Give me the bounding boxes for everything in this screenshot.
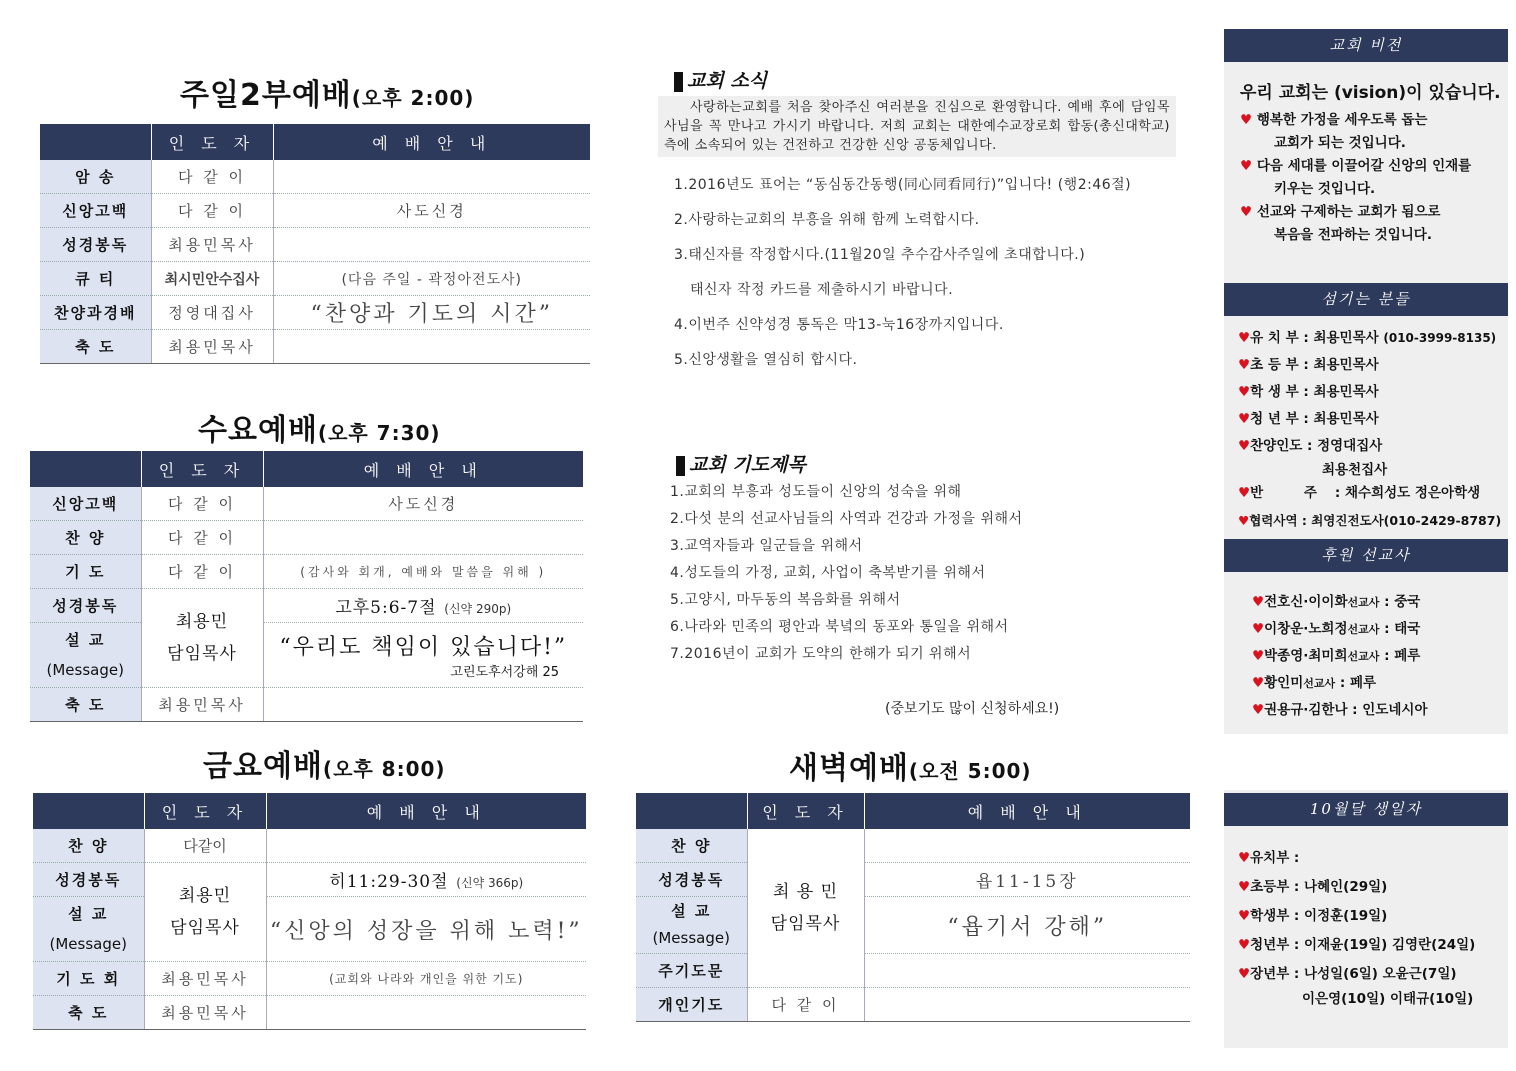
list-item: 4.이번주 신약성경 통독은 막13-눅16장까지입니다. (674, 317, 1004, 333)
table-row (30, 521, 583, 555)
wednesday-table (30, 451, 583, 722)
row-leader: 다같이 (144, 829, 266, 863)
name: 최용민목사 (1313, 357, 1379, 373)
sermon-label: 설 교 (65, 631, 106, 649)
row-label (30, 623, 141, 688)
row-info: 사도신경 (273, 194, 590, 228)
table-row (30, 688, 583, 722)
servants-heading: 섬기는 분들 (1224, 283, 1508, 316)
heart-icon: ♥ (1252, 648, 1265, 664)
row-info: (감사와 회개, 예배와 말씀을 위해 ) (263, 555, 583, 589)
leader-title: 담임목사 (167, 644, 237, 664)
dawn-title-text: 새벽예배 (789, 751, 909, 786)
table-row (40, 228, 590, 262)
row-label (636, 897, 747, 954)
header-cell (33, 793, 144, 829)
row-info (263, 623, 583, 688)
list-item: 5.신앙생활을 열심히 합시다. (674, 352, 858, 368)
missionary-suffix: 선교사 (1347, 623, 1380, 636)
list-item (1238, 960, 1504, 989)
list-item (1240, 109, 1502, 132)
role: 찬양인도 (1250, 438, 1303, 454)
row-label: 축 도 (30, 688, 141, 722)
missionary-names: 박종영·최미희 (1264, 648, 1348, 664)
header-cell (30, 451, 141, 487)
row-leader: 최시민안수집사 (151, 262, 273, 296)
scripture-ref: 히11:29-30절 (329, 872, 449, 892)
list-item: 6.나라와 민족의 평안과 북녘의 동포와 통일을 위해서 (670, 619, 1009, 635)
friday-table (33, 793, 586, 1030)
row-label: 축 도 (40, 330, 151, 364)
row-label: 성경봉독 (636, 863, 747, 897)
table-row (40, 330, 590, 364)
news-intro: 사랑하는교회를 처음 찾아주신 여러분을 진심으로 환영합니다. 예배 후에 담임목사님을 꼭 만나고 가시기 바랍니다. 저희 교회는 대한예수교장로회 합동(총신대학교)측에 소속되어 있는 건전하고 건강한 신앙 공동체입니다. (658, 96, 1176, 157)
name: 최용민목사 (1313, 330, 1379, 346)
table-header (636, 793, 1190, 829)
heart-icon: ♥ (1252, 675, 1265, 691)
table-row (40, 262, 590, 296)
row-label: 찬 양 (33, 829, 144, 863)
vision-list (1240, 109, 1502, 247)
row-label: 큐 티 (40, 262, 151, 296)
list-item: 5.고양시, 마두동의 복음화를 위해서 (670, 592, 901, 608)
sermon-title: “욥기서 강해” (864, 897, 1190, 954)
prayer-list (670, 479, 1190, 668)
list-item: ♥협력사역 : 최영진전도사(010-2429-8787) (1238, 513, 1502, 528)
scripture-ref: 고후5:6-7절 (335, 598, 437, 618)
table-header (40, 124, 590, 160)
missionary-suffix: 선교사 (1347, 650, 1380, 663)
sermon-label: 설 교 (671, 902, 712, 920)
row-info (864, 954, 1190, 988)
message-label: (Message) (49, 935, 127, 953)
list-item: 7.2016년이 교회가 도약의 한해가 되기 위해서 (670, 646, 972, 662)
heart-icon: ♥ (1252, 594, 1265, 610)
vision-intro: 우리 교회는 (vision)이 있습니다. (1240, 83, 1501, 103)
row-label: 찬 양 (30, 521, 141, 555)
vision-heading: 교회 비전 (1224, 29, 1508, 62)
row-info (263, 688, 583, 722)
row-label (33, 897, 144, 962)
vision-line: 키우는 것입니다. (1274, 181, 1376, 197)
table-row (30, 589, 583, 623)
header-info: 예 배 안 내 (263, 451, 583, 487)
header-leader: 인 도 자 (141, 451, 263, 487)
role: 학 생 부 (1250, 384, 1299, 400)
row-info (273, 228, 590, 262)
row-info (864, 988, 1190, 1022)
name: 채수희성도 정은아학생 (1345, 485, 1481, 501)
header-cell (636, 793, 747, 829)
table-header (33, 793, 586, 829)
heart-icon: ♥ (1240, 112, 1253, 128)
row-label: 주기도문 (636, 954, 747, 988)
heart-icon: ♥ (1238, 937, 1251, 953)
role: 청 년 부 (1250, 411, 1299, 427)
list-item: ♥이창운·노희정선교사 : 태국 (1252, 621, 1421, 637)
row-leader: 다 같 이 (151, 160, 273, 194)
merged-leader (747, 829, 864, 988)
row-info: (다음 주일 - 곽정아전도사) (273, 262, 590, 296)
birthday-line: 학생부 : 이정훈(19일) (1250, 908, 1388, 924)
birthday-line: 유치부 : (1250, 850, 1300, 866)
list-item (1240, 155, 1502, 178)
row-leader: 최용민목사 (144, 962, 266, 996)
heart-icon: ♥ (1238, 879, 1251, 895)
sermon-title: “우리도 책임이 있습니다!” (279, 635, 568, 660)
table-row (30, 623, 583, 688)
sunday-time: (오후 2:00) (351, 86, 475, 110)
row-leader: 다 같 이 (141, 555, 263, 589)
missionary-country: 중국 (1394, 594, 1421, 610)
heart-icon: ♥ (1240, 158, 1253, 174)
news-heading (674, 66, 767, 93)
row-label: 성경봉독 (30, 589, 141, 623)
header-info: 예 배 안 내 (864, 793, 1190, 829)
table-row (33, 897, 586, 962)
row-leader: 최용민목사 (141, 688, 263, 722)
table-row (40, 194, 590, 228)
table-row (636, 863, 1190, 897)
prayer-heading-text: 교회 기도제목 (689, 454, 806, 476)
row-info: “찬양과 기도의 시간” (273, 296, 590, 330)
table-header (30, 451, 583, 487)
sunday-title (180, 70, 474, 114)
leader-title: 담임목사 (770, 914, 841, 934)
row-leader: 다 같 이 (151, 194, 273, 228)
row-label: 개인기도 (636, 988, 747, 1022)
row-info (266, 863, 586, 897)
row-leader: 최용민목사 (151, 330, 273, 364)
dawn-time: (오전 5:00) (908, 759, 1032, 783)
role: 반 주 (1250, 485, 1335, 501)
scripture-ref: 욥11-15장 (864, 863, 1190, 897)
missionary-names: 이창운·노희정 (1264, 621, 1348, 637)
sermon-series: 고린도후서강해 25 (450, 665, 559, 680)
list-item: 2.다섯 분의 선교사님들의 사역과 건강과 가정을 위해서 (670, 511, 1023, 527)
vision-line: 복음을 전파하는 것입니다. (1274, 227, 1432, 243)
role: 유 치 부 (1250, 330, 1299, 346)
header-leader: 인 도 자 (747, 793, 864, 829)
list-item: ♥반 주: 채수희성도 정은아학생 (1238, 485, 1481, 501)
vision-line: 선교와 구제하는 교회가 됨으로 (1256, 204, 1441, 220)
birthday-line: 초등부 : 나혜인(29일) (1250, 879, 1388, 895)
header-leader: 인 도 자 (144, 793, 266, 829)
dawn-table (636, 793, 1190, 1022)
row-label: 암 송 (40, 160, 151, 194)
row-info (273, 330, 590, 364)
row-label: 찬양과경배 (40, 296, 151, 330)
list-item (1238, 931, 1504, 960)
row-leader: 최용민목사 (151, 228, 273, 262)
heading-bar-icon (674, 72, 683, 92)
vision-line: 다음 세대를 이끌어갈 신앙의 인재를 (1256, 158, 1472, 174)
missionary-names: 황인미 (1264, 675, 1304, 691)
missionary-names: 전호신·이이화 (1264, 594, 1348, 610)
birthdays-list (1238, 844, 1504, 1009)
table-row (33, 829, 586, 863)
row-info (864, 829, 1190, 863)
missionary-suffix: 선교사 (1303, 677, 1336, 690)
name: 최용민목사 (1313, 411, 1379, 427)
sidebar-gap (1224, 734, 1508, 790)
row-info (263, 521, 583, 555)
name: 최영진전도사(010-2429-8787) (1311, 513, 1502, 528)
row-leader: 최용민목사 (144, 996, 266, 1030)
vision-section (1240, 78, 1502, 247)
table-row (636, 829, 1190, 863)
list-item: ♥찬양인도 : 정영대집사 (1238, 438, 1383, 454)
missionary-country: 페루 (1349, 675, 1377, 691)
list-item: ♥초 등 부 : 최용민목사 (1238, 357, 1379, 373)
row-label: 신앙고백 (30, 487, 141, 521)
scripture-page: (신약 366p) (456, 876, 524, 890)
prayer-heading (676, 450, 806, 477)
heart-icon: ♥ (1238, 330, 1251, 346)
row-label: 성경봉독 (33, 863, 144, 897)
friday-time: (오후 8:00) (322, 757, 446, 781)
row-leader: 정영대집사 (151, 296, 273, 330)
birthdays-heading: 10월달 생일자 (1224, 793, 1508, 826)
row-label: 기 도 회 (33, 962, 144, 996)
news-list (674, 168, 1194, 378)
heart-icon: ♥ (1238, 384, 1251, 400)
birthday-line: 장년부 : 나성일(6일) 오윤근(7일) (1250, 966, 1457, 982)
sunday-table (40, 124, 590, 364)
sermon-label: 설 교 (68, 905, 109, 923)
list-item (1238, 902, 1504, 931)
vision-line: 행복한 가정을 세우도록 돕는 (1256, 112, 1428, 128)
birthday-line: 청년부 : 이재윤(19일) 김영란(24일) (1250, 937, 1476, 953)
row-label: 찬 양 (636, 829, 747, 863)
list-item: ♥권용규·김한나 : 인도네시아 (1252, 702, 1428, 718)
role: 협력사역 (1249, 513, 1298, 528)
friday-title (203, 741, 446, 785)
list-item: 3.교역자들과 일군들을 위해서 (670, 538, 863, 554)
row-info: 사도신경 (263, 487, 583, 521)
sunday-title-text: 주일2부예배 (180, 78, 352, 113)
news-heading-text: 교회 소식 (687, 70, 768, 92)
dawn-title (789, 743, 1032, 787)
missionary-country: 페루 (1394, 648, 1421, 664)
table-row (33, 863, 586, 897)
heart-icon: ♥ (1252, 621, 1265, 637)
header-cell (40, 124, 151, 160)
leader-title: 담임목사 (170, 918, 240, 938)
table-row (33, 996, 586, 1030)
row-leader: 다 같 이 (747, 988, 864, 1022)
heart-icon: ♥ (1252, 702, 1265, 718)
table-row (40, 160, 590, 194)
leader-name: 최용민 (178, 886, 232, 906)
header-leader: 인 도 자 (151, 124, 273, 160)
table-row (30, 555, 583, 589)
heart-icon: ♥ (1238, 850, 1251, 866)
list-item: ♥박종영·최미희선교사 : 페루 (1252, 648, 1421, 664)
sermon-title: “신앙의 성장을 위해 노력!” (266, 897, 586, 962)
row-leader: 다 같 이 (141, 521, 263, 555)
list-item: 3.태신자를 작정합시다.(11월20일 추수감사주일에 초대합니다.) (674, 247, 1086, 263)
list-item (1238, 844, 1504, 873)
wednesday-time: (오후 7:30) (317, 421, 441, 445)
list-item: 1.2016년도 표어는 “동심동간동행(同心同看同行)”입니다! (행2:46절) (674, 177, 1132, 193)
message-label: (Message) (46, 661, 124, 679)
missionaries-heading: 후원 선교사 (1224, 539, 1508, 572)
table-row (40, 296, 590, 330)
birthday-line: 이은영(10일) 이태규(10일) (1302, 991, 1474, 1007)
leader-name: 최용민 (175, 612, 229, 632)
merged-leader (141, 589, 263, 688)
row-info (266, 996, 586, 1030)
table-row (636, 988, 1190, 1022)
list-item: ♥전호신·이이화선교사 : 중국 (1252, 594, 1421, 610)
heart-icon: ♥ (1238, 908, 1251, 924)
table-row (636, 954, 1190, 988)
heart-icon: ♥ (1238, 411, 1251, 427)
list-item: 1.교회의 부흥과 성도들이 신앙의 성숙을 위해 (670, 484, 962, 500)
row-info (266, 829, 586, 863)
row-info (263, 589, 583, 623)
list-item: ♥유 치 부 : 최용민목사 (010-3999-8135) (1238, 330, 1497, 346)
message-label: (Message) (652, 929, 730, 947)
table-row (33, 962, 586, 996)
list-item (1238, 873, 1504, 902)
heart-icon: ♥ (1238, 438, 1251, 454)
heart-icon: ♥ (1238, 966, 1251, 982)
heart-icon: ♥ (1238, 357, 1251, 373)
heart-icon: ♥ (1238, 513, 1250, 528)
missionary-country: 인도네시아 (1362, 702, 1428, 718)
list-item: ♥청 년 부 : 최용민목사 (1238, 411, 1379, 427)
row-info: (교회와 나라와 개인을 위한 기도) (266, 962, 586, 996)
header-info: 예 배 안 내 (266, 793, 586, 829)
table-row (30, 487, 583, 521)
vision-line: 교회가 되는 것입니다. (1274, 135, 1406, 151)
prayer-footer: (중보기도 많이 신청하세요!) (885, 701, 1060, 717)
list-item (1240, 201, 1502, 224)
role: 초 등 부 (1250, 357, 1299, 373)
leader-name: 최 용 민 (772, 882, 839, 902)
name: 최용민목사 (1313, 384, 1379, 400)
wednesday-title-text: 수요예배 (198, 413, 318, 448)
friday-title-text: 금요예배 (203, 749, 323, 784)
list-item: 2.사랑하는교회의 부흥을 위해 함께 노력합시다. (674, 212, 980, 228)
servants-list (1238, 325, 1504, 534)
row-label: 기 도 (30, 555, 141, 589)
list-item: 4.성도들의 가정, 교회, 사업이 축복받기를 위해서 (670, 565, 986, 581)
missionary-names: 권용규·김한나 (1264, 702, 1348, 718)
header-info: 예 배 안 내 (273, 124, 590, 160)
row-info (273, 160, 590, 194)
list-item: ♥황인미선교사 : 페루 (1252, 675, 1377, 691)
list-item: 태신자 작정 카드를 제출하시기 바랍니다. (690, 282, 954, 298)
merged-leader (144, 863, 266, 962)
phone: (010-3999-8135) (1383, 331, 1497, 345)
table-row (636, 897, 1190, 954)
row-leader: 다 같 이 (141, 487, 263, 521)
heart-icon: ♥ (1238, 485, 1251, 501)
wednesday-title (198, 405, 441, 449)
list-item: 최용천집사 (1322, 462, 1388, 478)
missionaries-list (1252, 589, 1502, 723)
row-label: 축 도 (33, 996, 144, 1030)
missionary-suffix: 선교사 (1347, 596, 1380, 609)
heading-bar-icon (676, 456, 685, 476)
heart-icon: ♥ (1240, 204, 1253, 220)
scripture-page: (신약 290p) (444, 602, 512, 616)
list-item: ♥학 생 부 : 최용민목사 (1238, 384, 1379, 400)
name: 정영대집사 (1317, 438, 1383, 454)
row-label: 신앙고백 (40, 194, 151, 228)
row-label: 성경봉독 (40, 228, 151, 262)
missionary-country: 태국 (1394, 621, 1421, 637)
